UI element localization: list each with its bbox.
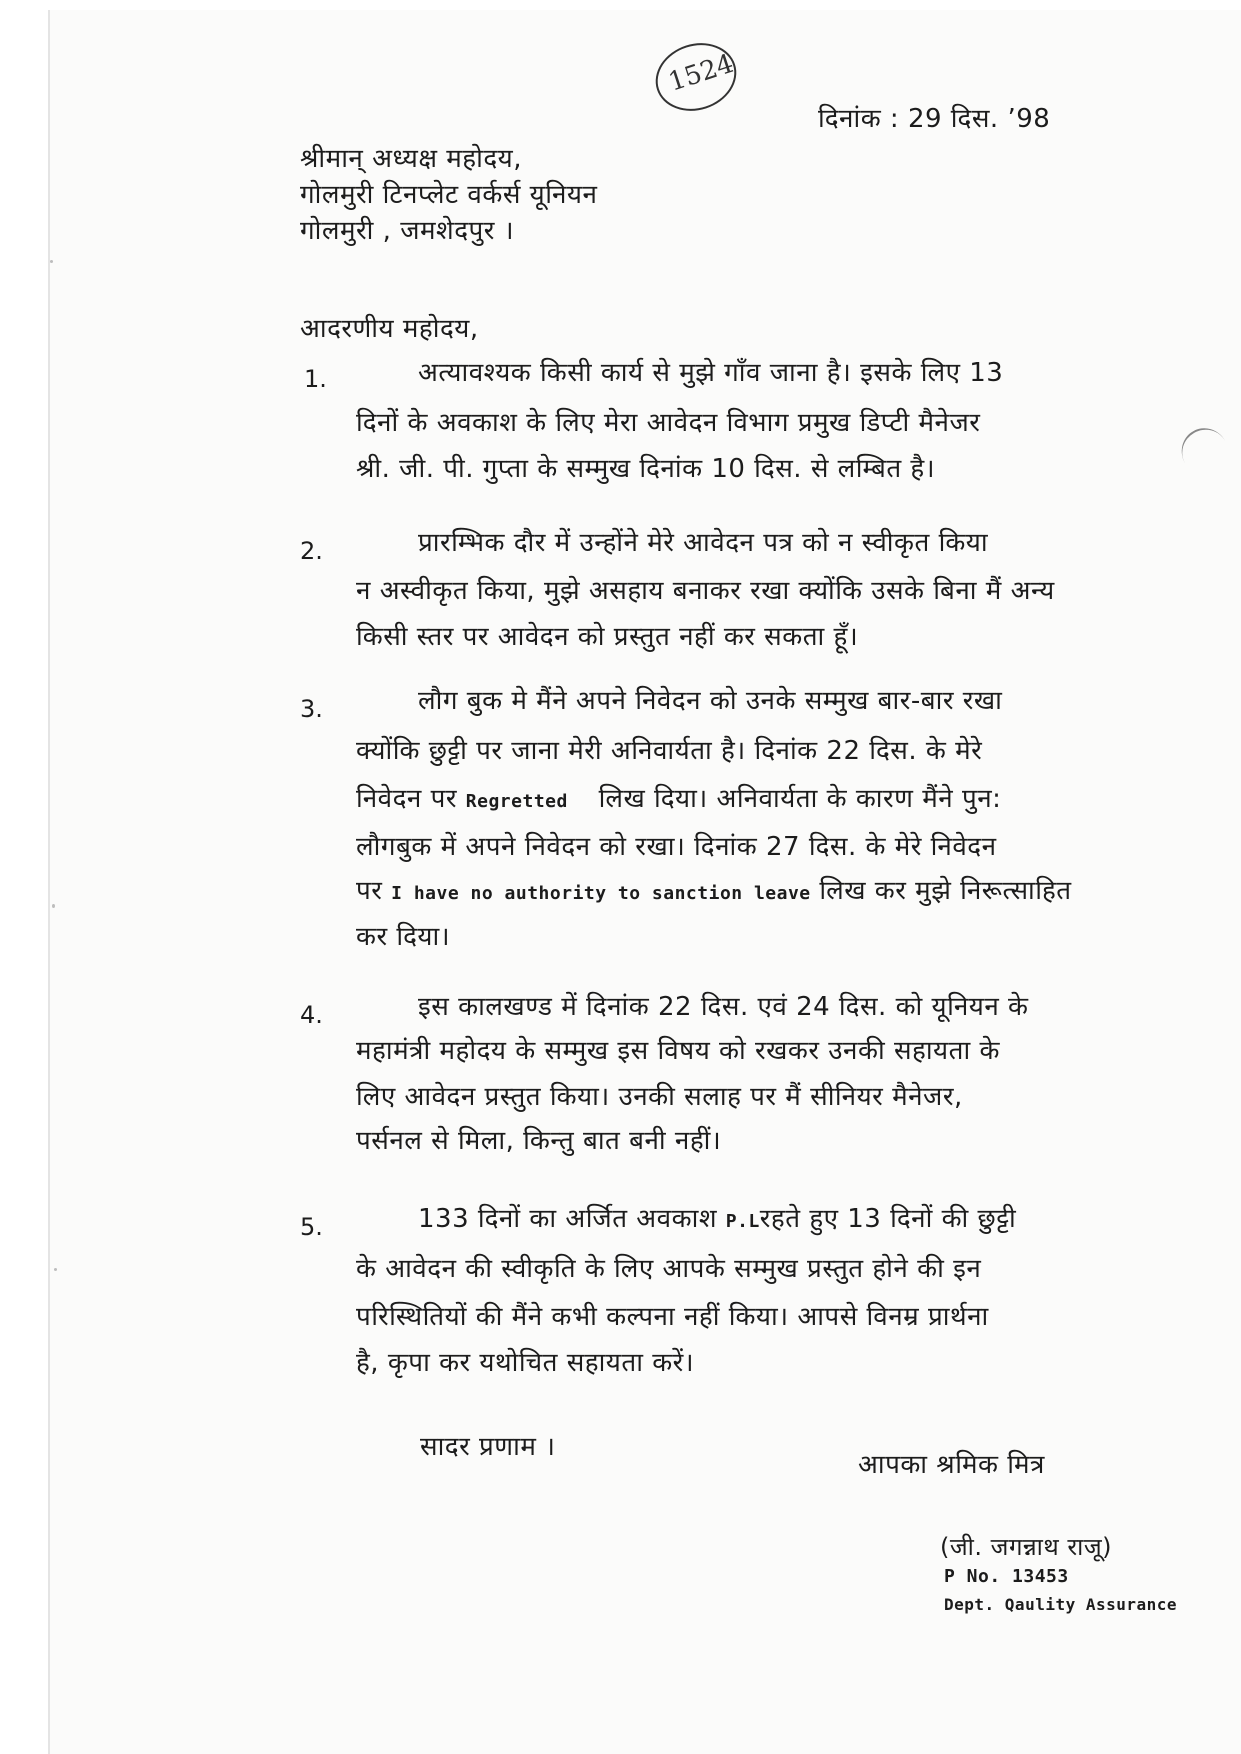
paragraph-line: लौगबुक में अपने निवेदन को रखा। दिनांक 27 दिस. के मेरे निवेदन (356, 832, 997, 862)
paragraph-line: पर्सनल से मिला, किन्तु बात बनी नहीं। (356, 1126, 722, 1156)
scan-speck (50, 260, 53, 263)
english-note: Regretted (465, 791, 568, 812)
english-note: I have no authority to sanction leave (391, 883, 811, 904)
paragraph-line: के आवेदन की स्वीकृति के लिए आपके सम्मुख प्रस्तुत होने की इन (356, 1254, 982, 1284)
scan-speck (52, 904, 55, 908)
paragraph-line: न अस्वीकृत किया, मुझे असहाय बनाकर रखा क्योंकि उसके बिना मैं अन्य (356, 576, 1055, 606)
paragraph-text: लिख दिया। अनिवार्यता के कारण मैंने पुन: (598, 784, 1002, 814)
recipient-line-3: गोलमुरी , जमशेदपुर । (300, 216, 515, 246)
paragraph-line: प्रारम्भिक दौर में उन्होंने मेरे आवेदन पत्र को न स्वीकृत किया (418, 528, 989, 558)
paragraph-number: 5. (300, 1213, 323, 1241)
recipient-line-2: गोलमुरी टिनप्लेट वर्कर्स यूनियन (300, 180, 598, 210)
personnel-number: P No. 13453 (944, 1566, 1069, 1587)
paragraph-line: महामंत्री महोदय के सम्मुख इस विषय को रखकर उनकी सहायता के (356, 1036, 1000, 1066)
paragraph-line: लौग बुक मे मैंने अपने निवेदन को उनके सम्मुख बार-बार रखा (418, 686, 1003, 716)
department: Dept. Qaulity Assurance (944, 1595, 1178, 1614)
paragraph-line: किसी स्तर पर आवेदन को प्रस्तुत नहीं कर सकता हूँ। (356, 622, 859, 652)
paragraph-number: 3. (300, 695, 323, 723)
paragraph-line: दिनों के अवकाश के लिए मेरा आवेदन विभाग प्रमुख डिप्टी मैनेजर (356, 408, 981, 438)
signoff: आपका श्रमिक मित्र (858, 1450, 1045, 1480)
paragraph-line (356, 874, 1072, 911)
paragraph-line: कर दिया। (356, 922, 451, 952)
paragraph-line: है, कृपा कर यथोचित सहायता करें। (356, 1348, 695, 1378)
letter-date: दिनांक : 29 दिस. ’98 (818, 104, 1051, 134)
paragraph-text: लिख कर मुझे निरूत्साहित (819, 876, 1072, 906)
paragraph-text: पर (356, 876, 383, 906)
paragraph-line (356, 782, 1001, 819)
paragraph-number: 1. (304, 365, 327, 393)
paragraph-line: इस कालखण्ड में दिनांक 22 दिस. एवं 24 दिस. को यूनियन के (418, 992, 1029, 1022)
paragraph-line: परिस्थितियों की मैंने कभी कल्पना नहीं किया। आपसे विनम्र प्रार्थना (356, 1302, 989, 1332)
paragraph-number: 4. (300, 1001, 323, 1029)
closing-greeting: सादर प्रणाम । (420, 1432, 556, 1462)
file-number: 1524 (665, 48, 738, 98)
scan-speck (54, 1268, 57, 1271)
paragraph-line: क्योंकि छुट्टी पर जाना मेरी अनिवार्यता है। दिनांक 22 दिस. के मेरे (356, 736, 983, 766)
paragraph-text: 133 दिनों का अर्जित अवकाश (418, 1204, 718, 1234)
salutation: आदरणीय महोदय, (300, 314, 479, 344)
english-note: P.L (725, 1211, 760, 1232)
paragraph-text: रहते हुए 13 दिनों की छुट्टी (759, 1204, 1017, 1234)
paragraph-text: निवेदन पर (356, 784, 458, 814)
recipient-line-1: श्रीमान् अध्यक्ष महोदय, (300, 144, 522, 174)
paragraph-line: श्री. जी. पी. गुप्ता के सम्मुख दिनांक 10 दिस. से लम्बित है। (356, 454, 936, 484)
paragraph-line: लिए आवेदन प्रस्तुत किया। उनकी सलाह पर मैं सीनियर मैनेजर, (356, 1082, 963, 1112)
paragraph-line (418, 1202, 1016, 1239)
signature-name: (जी. जगन्नाथ राजू) (940, 1533, 1113, 1561)
paragraph-line: अत्यावश्यक किसी कार्य से मुझे गाँव जाना है। इसके लिए 13 (418, 358, 1004, 388)
paragraph-number: 2. (300, 537, 323, 565)
